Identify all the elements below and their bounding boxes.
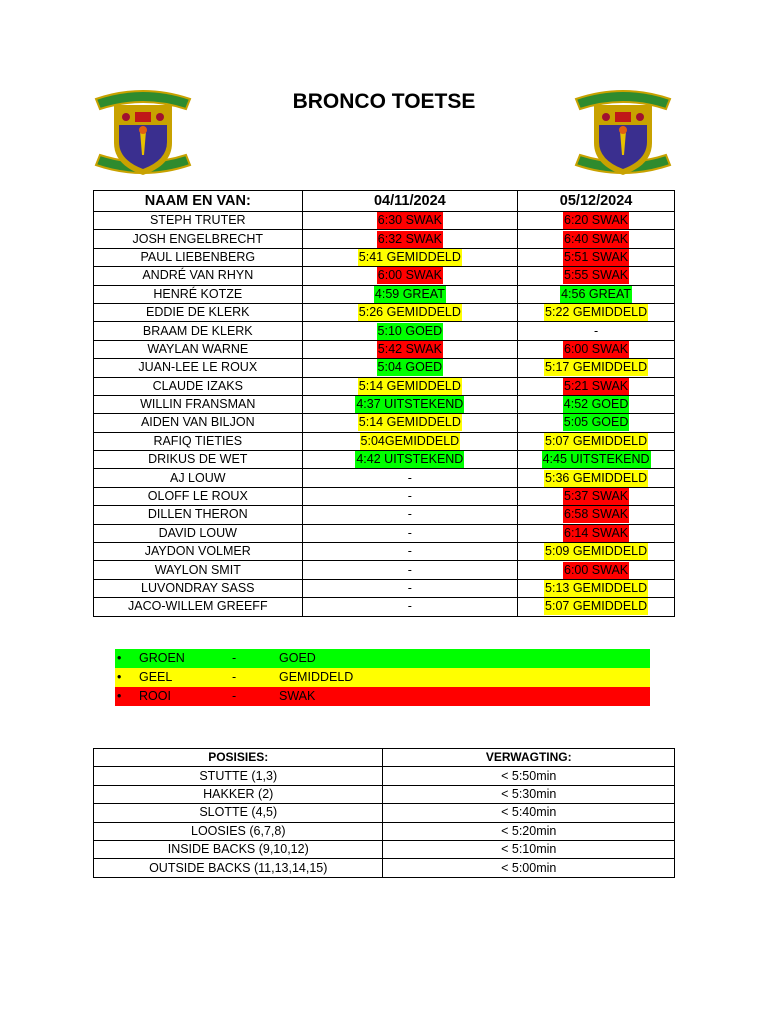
legend-color-label: GROEN <box>139 651 185 665</box>
results-table <box>93 190 675 617</box>
result-date-2-cell <box>518 469 675 487</box>
player-name: JUAN-LEE LE ROUX <box>94 359 303 377</box>
result-date-2-cell <box>518 340 675 358</box>
player-name: OLOFF LE ROUX <box>94 487 303 505</box>
result-date-2-cell <box>518 487 675 505</box>
result-date-2-cell <box>518 414 675 432</box>
legend-dash: - <box>232 689 237 703</box>
table-row <box>94 579 675 597</box>
result-date-2-cell <box>518 230 675 248</box>
result-date-2: 4:52 GOED <box>563 397 629 412</box>
table-row <box>94 543 675 561</box>
legend-color-label: GEEL <box>139 670 173 684</box>
position-expectation: < 5:40min <box>383 804 675 822</box>
position-name: SLOTTE (4,5) <box>94 804 383 822</box>
position-name: INSIDE BACKS (9,10,12) <box>94 840 383 858</box>
result-date-2-cell <box>518 285 675 303</box>
result-date-2: 6:40 SWAK <box>564 231 629 246</box>
player-name: JAYDON VOLMER <box>94 543 303 561</box>
legend-item <box>115 687 650 706</box>
result-date-1-cell <box>302 322 518 340</box>
school-crest-logo-left <box>90 85 196 185</box>
result-date-1-cell <box>302 395 518 413</box>
result-date-1: - <box>407 562 412 577</box>
result-date-1: - <box>407 544 412 559</box>
player-name: RAFIQ TIETIES <box>94 432 303 450</box>
table-row <box>94 506 675 524</box>
header-date-2: 05/12/2024 <box>518 191 675 212</box>
header-expectation: VERWAGTING: <box>383 749 675 767</box>
result-date-1: 6:30 SWAK <box>377 213 442 228</box>
table-row <box>94 487 675 505</box>
result-date-2-cell <box>518 561 675 579</box>
result-date-1-cell <box>302 267 518 285</box>
result-date-2: 6:00 SWAK <box>564 341 629 356</box>
player-name: WILLIN FRANSMAN <box>94 395 303 413</box>
player-name: STEPH TRUTER <box>94 212 303 230</box>
result-date-1-cell <box>302 561 518 579</box>
table-row <box>94 285 675 303</box>
result-date-2: 5:13 GEMIDDELD <box>545 581 648 595</box>
result-date-1: 5:14 GEMIDDELD <box>358 415 461 430</box>
result-date-2: 5:55 SWAK <box>564 268 629 283</box>
result-date-2-cell <box>518 267 675 285</box>
player-name: LUVONDRAY SASS <box>94 579 303 597</box>
result-date-2: 4:45 UITSTEKEND <box>542 452 650 467</box>
result-date-2-cell <box>518 377 675 395</box>
result-date-1: - <box>407 599 412 614</box>
result-date-1-cell <box>302 451 518 469</box>
result-date-2-cell <box>518 543 675 561</box>
result-date-1-cell <box>302 212 518 230</box>
player-name: ANDRÉ VAN RHYN <box>94 267 303 285</box>
position-expectation: < 5:20min <box>383 822 675 840</box>
result-date-1: 5:04GEMIDDELD <box>360 433 460 448</box>
position-name: OUTSIDE BACKS (11,13,14,15) <box>94 859 383 877</box>
result-date-1: 5:10 GOED <box>377 323 443 338</box>
result-date-2: 5:07 GEMIDDELD <box>545 599 648 614</box>
result-date-2-cell <box>518 322 675 340</box>
result-date-1: 4:37 UITSTEKEND <box>356 397 464 412</box>
result-date-2-cell <box>518 395 675 413</box>
table-row <box>94 395 675 413</box>
player-name: AJ LOUW <box>94 469 303 487</box>
header-positions: POSISIES: <box>94 749 383 767</box>
position-row <box>94 859 675 877</box>
table-row <box>94 524 675 542</box>
bullet-icon: • <box>117 689 122 703</box>
table-row <box>94 303 675 321</box>
result-date-1: 6:00 SWAK <box>377 268 442 283</box>
result-date-2: - <box>593 323 599 338</box>
result-date-1: - <box>407 470 412 485</box>
color-legend <box>115 649 650 706</box>
result-date-2-cell <box>518 451 675 469</box>
legend-color-label: ROOI <box>139 689 171 703</box>
results-header-row <box>94 191 675 212</box>
table-row <box>94 598 675 616</box>
player-name: DRIKUS DE WET <box>94 451 303 469</box>
result-date-1-cell <box>302 524 518 542</box>
result-date-2: 6:58 SWAK <box>564 507 629 522</box>
result-date-1: 5:42 SWAK <box>377 341 442 356</box>
result-date-1: 5:41 GEMIDDELD <box>358 249 461 264</box>
legend-item <box>115 649 650 668</box>
result-date-1: - <box>407 507 412 522</box>
result-date-2: 5:36 GEMIDDELD <box>545 470 648 485</box>
player-name: JACO-WILLEM GREEFF <box>94 598 303 616</box>
table-row <box>94 212 675 230</box>
result-date-1: - <box>407 581 412 595</box>
result-date-2-cell <box>518 506 675 524</box>
position-row <box>94 767 675 785</box>
player-name: AIDEN VAN BILJON <box>94 414 303 432</box>
position-row <box>94 822 675 840</box>
position-expectation: < 5:50min <box>383 767 675 785</box>
player-name: PAUL LIEBENBERG <box>94 248 303 266</box>
result-date-1-cell <box>302 432 518 450</box>
table-row <box>94 230 675 248</box>
legend-meaning: GEMIDDELD <box>279 670 354 684</box>
result-date-1: 5:04 GOED <box>377 360 443 375</box>
result-date-2: 5:05 GOED <box>563 415 629 430</box>
legend-dash: - <box>232 651 237 665</box>
result-date-2-cell <box>518 248 675 266</box>
positions-table <box>93 748 675 878</box>
position-row <box>94 840 675 858</box>
page-title: BRONCO TOETSE <box>292 90 476 113</box>
result-date-1-cell <box>302 579 518 597</box>
result-date-2-cell <box>518 303 675 321</box>
result-date-2: 5:09 GEMIDDELD <box>545 544 648 559</box>
position-expectation: < 5:30min <box>383 785 675 803</box>
table-row <box>94 451 675 469</box>
result-date-1-cell <box>302 543 518 561</box>
table-row <box>94 340 675 358</box>
result-date-1: - <box>407 489 412 504</box>
header-date-1: 04/11/2024 <box>302 191 518 212</box>
result-date-2-cell <box>518 598 675 616</box>
player-name: WAYLAN WARNE <box>94 340 303 358</box>
result-date-1-cell <box>302 598 518 616</box>
result-date-1-cell <box>302 469 518 487</box>
bullet-icon: • <box>117 670 122 684</box>
result-date-2: 5:22 GEMIDDELD <box>545 305 648 320</box>
result-date-2: 5:51 SWAK <box>564 249 629 264</box>
player-name: HENRÉ KOTZE <box>94 285 303 303</box>
table-row <box>94 322 675 340</box>
position-row <box>94 785 675 803</box>
table-row <box>94 414 675 432</box>
position-expectation: < 5:10min <box>383 840 675 858</box>
school-crest-logo-right <box>570 85 676 185</box>
result-date-1-cell <box>302 303 518 321</box>
player-name: EDDIE DE KLERK <box>94 303 303 321</box>
result-date-1: 4:42 UITSTEKEND <box>356 452 464 467</box>
result-date-1-cell <box>302 359 518 377</box>
player-name: BRAAM DE KLERK <box>94 322 303 340</box>
table-row <box>94 267 675 285</box>
table-row <box>94 561 675 579</box>
header-name: NAAM EN VAN: <box>94 191 303 212</box>
player-name: DILLEN THERON <box>94 506 303 524</box>
result-date-2: 5:37 SWAK <box>564 489 629 504</box>
result-date-1: 4:59 GREAT <box>374 286 445 301</box>
result-date-2-cell <box>518 359 675 377</box>
position-name: STUTTE (1,3) <box>94 767 383 785</box>
result-date-2: 6:20 SWAK <box>564 213 629 228</box>
result-date-2: 4:56 GREAT <box>561 286 632 301</box>
result-date-1: 5:14 GEMIDDELD <box>358 378 461 393</box>
result-date-2: 5:17 GEMIDDELD <box>545 360 648 375</box>
result-date-2-cell <box>518 524 675 542</box>
result-date-1-cell <box>302 377 518 395</box>
position-name: LOOSIES (6,7,8) <box>94 822 383 840</box>
legend-dash: - <box>232 670 237 684</box>
result-date-1: 6:32 SWAK <box>377 231 442 246</box>
result-date-1: - <box>407 525 412 540</box>
result-date-1-cell <box>302 285 518 303</box>
table-row <box>94 432 675 450</box>
player-name: DAVID LOUW <box>94 524 303 542</box>
result-date-2-cell <box>518 432 675 450</box>
result-date-2: 6:14 SWAK <box>564 525 629 540</box>
result-date-2: 5:07 GEMIDDELD <box>545 433 648 448</box>
legend-meaning: SWAK <box>279 689 316 703</box>
position-row <box>94 804 675 822</box>
position-expectation: < 5:00min <box>383 859 675 877</box>
result-date-2: 5:21 SWAK <box>564 378 629 393</box>
legend-meaning: GOED <box>279 651 316 665</box>
result-date-1-cell <box>302 414 518 432</box>
player-name: WAYLON SMIT <box>94 561 303 579</box>
legend-item <box>115 668 650 687</box>
result-date-1-cell <box>302 248 518 266</box>
table-row <box>94 248 675 266</box>
result-date-1-cell <box>302 230 518 248</box>
result-date-1-cell <box>302 487 518 505</box>
result-date-1-cell <box>302 506 518 524</box>
position-name: HAKKER (2) <box>94 785 383 803</box>
result-date-1-cell <box>302 340 518 358</box>
player-name: CLAUDE IZAKS <box>94 377 303 395</box>
table-row <box>94 469 675 487</box>
result-date-2: 6:00 SWAK <box>564 562 629 577</box>
result-date-1: 5:26 GEMIDDELD <box>358 305 461 320</box>
player-name: JOSH ENGELBRECHT <box>94 230 303 248</box>
result-date-2-cell <box>518 579 675 597</box>
table-row <box>94 377 675 395</box>
bullet-icon: • <box>117 651 122 665</box>
result-date-2-cell <box>518 212 675 230</box>
positions-header-row <box>94 749 675 767</box>
table-row <box>94 359 675 377</box>
